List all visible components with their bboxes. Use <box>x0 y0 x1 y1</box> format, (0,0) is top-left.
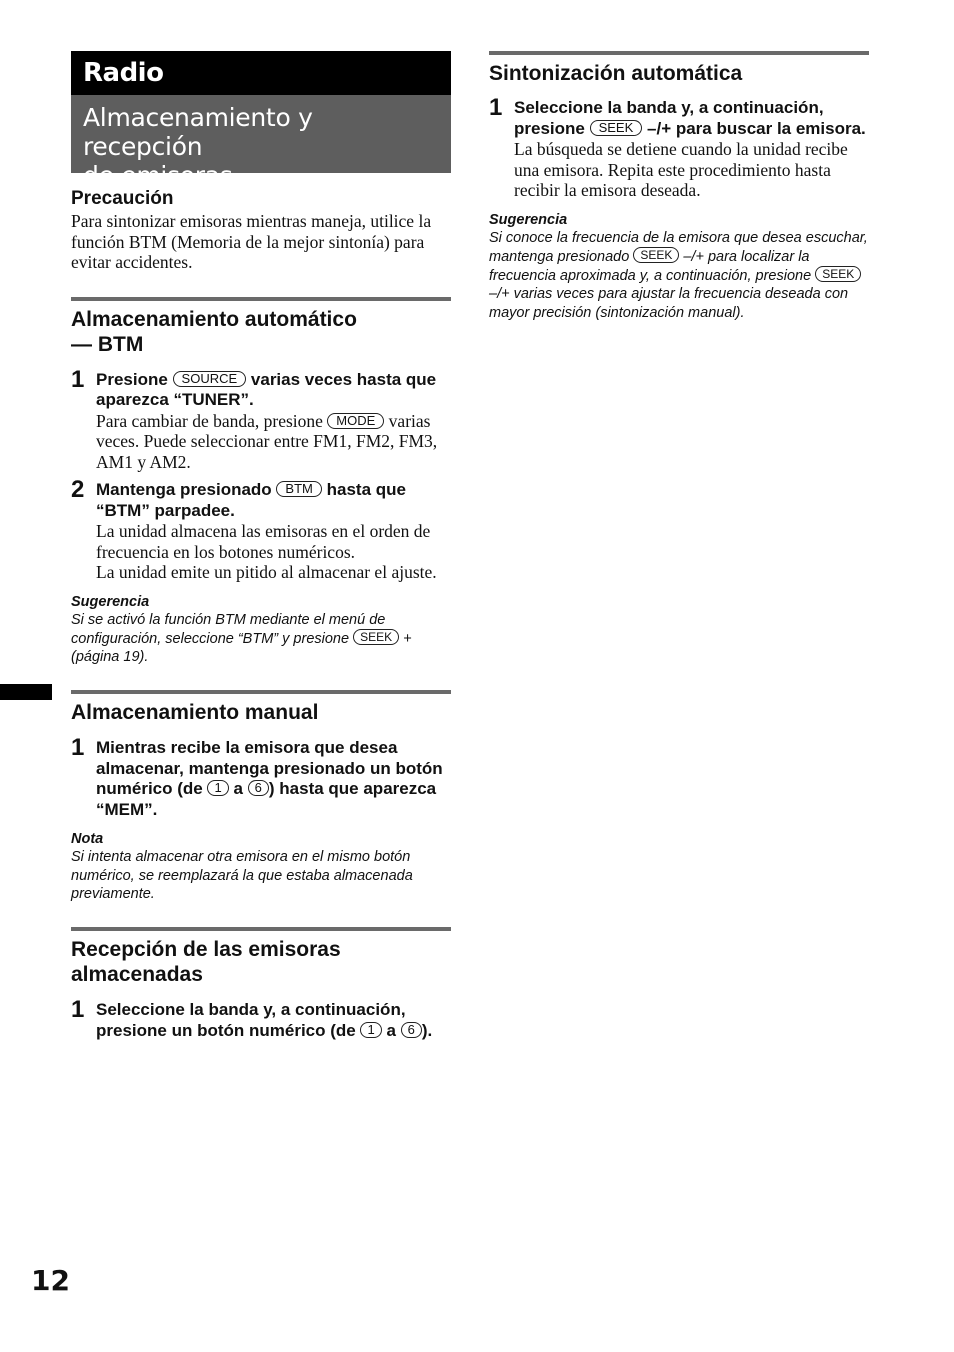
btm-step-2 <box>71 476 451 583</box>
preset-1-key: 1 <box>207 780 228 796</box>
instruction-text: –/+ para buscar la emisora. <box>647 118 866 138</box>
tip-text <box>489 229 869 322</box>
section-title-bar <box>71 51 451 95</box>
step-instruction <box>96 1000 451 1041</box>
instruction-text: ). <box>421 1020 433 1040</box>
description-text: Para cambiar de banda, presione <box>96 410 323 431</box>
step-instruction <box>96 738 451 820</box>
tip-text-part: –/+ varias veces para ajustar la frecuencia deseada con mayor precisión (sintonización manual). <box>489 286 849 321</box>
section-divider <box>489 51 869 55</box>
section-divider <box>71 690 451 694</box>
btm-key: BTM <box>276 481 321 497</box>
auto-tuning-tip <box>489 211 869 322</box>
page-number: 12 <box>31 1264 70 1297</box>
manual-heading: Almacenamiento manual <box>71 701 319 725</box>
btm-step-1 <box>71 365 451 473</box>
recall-step-1 <box>71 996 451 1041</box>
instruction-text: Seleccione la banda y, a continuación, presione un botón numérico (de <box>96 1000 406 1040</box>
step-description: La unidad emite un pitido al almacenar el ajuste. <box>96 562 437 582</box>
left-column <box>71 51 451 1041</box>
preset-1-key: 1 <box>360 1022 381 1038</box>
caution-heading: Precaución <box>71 188 174 209</box>
instruction-text: Seleccione la banda y, a continuación, presione <box>514 98 824 138</box>
tip-text <box>71 611 451 667</box>
auto-tuning-step-1 <box>489 94 869 201</box>
caution-text: Para sintonizar emisoras mientras maneja, utilice la función BTM (Memoria de la mejor sintonía) para evitar accidentes. <box>71 211 432 272</box>
section-divider <box>71 297 451 301</box>
step-description <box>96 411 451 473</box>
seek-key: SEEK <box>353 629 399 645</box>
instruction-text: Presione <box>96 369 168 389</box>
tip-text-part: + (página 19). <box>71 630 412 666</box>
instruction-text: ) hasta que aparezca “MEM”. <box>96 779 437 819</box>
step-number: 1 <box>71 996 85 1024</box>
preset-6-key: 6 <box>401 1022 422 1038</box>
preset-6-key: 6 <box>248 780 269 796</box>
tip-heading: Sugerencia <box>489 211 568 228</box>
instruction-text: Mientras recibe la emisora que desea almacenar, mantenga presionado un botón numérico (de <box>96 738 443 799</box>
recall-heading <box>71 937 451 987</box>
right-column <box>489 51 869 322</box>
tip-text-part: –/+ para localizar la frecuencia aproximada y, a continuación, presione <box>489 248 812 285</box>
recall-heading-line1: Recepción de las emisoras <box>71 938 341 962</box>
step-instruction <box>514 98 869 139</box>
step-instruction <box>96 370 451 411</box>
seek-key: SEEK <box>633 247 679 263</box>
btm-heading <box>71 307 451 357</box>
btm-heading-line1: Almacenamiento automático <box>71 307 357 331</box>
seek-key: SEEK <box>815 266 861 282</box>
section-divider <box>71 927 451 931</box>
tip-heading: Sugerencia <box>71 593 150 610</box>
tip-text-part: Si conoce la frecuencia de la emisora que desea escuchar, mantenga presionado <box>489 229 868 265</box>
step-number: 1 <box>71 365 85 393</box>
instruction-text: hasta que “BTM” parpadee. <box>96 480 406 520</box>
step-description: La búsqueda se detiene cuando la unidad recibe una emisora. Repita este procedimiento hasta recibir la emisora deseada. <box>514 139 848 200</box>
mode-key: MODE <box>327 413 384 429</box>
seek-key: SEEK <box>590 120 643 136</box>
subsection-title-bar <box>71 95 451 190</box>
step-instruction <box>96 480 451 521</box>
instruction-text: Mantenga presionado <box>96 480 272 499</box>
section-title: Radio <box>83 58 164 88</box>
note-text: Si intenta almacenar otra emisora en el mismo botón numérico, se reemplazará la que estaba almacenada previamente. <box>71 849 413 902</box>
step-number: 1 <box>489 94 503 121</box>
step-number: 1 <box>71 734 85 762</box>
note-heading: Nota <box>71 831 104 848</box>
auto-tuning-heading: Sintonización automática <box>489 62 743 85</box>
instruction-text: varias veces hasta que aparezca “TUNER”. <box>96 369 437 409</box>
tip-text-part: Si se activó la función BTM mediante el menú de configuración, seleccione “BTM” y presione <box>71 611 386 647</box>
source-key: SOURCE <box>173 371 247 387</box>
step-number: 2 <box>71 476 85 503</box>
btm-heading-line2: — BTM <box>71 332 144 356</box>
subsection-title-line2: de emisoras <box>83 161 233 190</box>
chapter-tab-marker <box>0 684 52 700</box>
instruction-text: a <box>386 1020 396 1040</box>
recall-heading-line2: almacenadas <box>71 963 203 987</box>
btm-tip <box>71 593 451 667</box>
manual-step-1 <box>71 734 451 820</box>
instruction-text: a <box>233 779 243 799</box>
description-text: varias veces. Puede seleccionar entre FM1, FM2, FM3, AM1 y AM2. <box>96 410 438 472</box>
subsection-title-line1: Almacenamiento y recepción <box>83 103 313 161</box>
step-description: La unidad almacena las emisoras en el orden de frecuencia en los botones numéricos. <box>96 521 431 562</box>
manual-note <box>71 830 451 903</box>
